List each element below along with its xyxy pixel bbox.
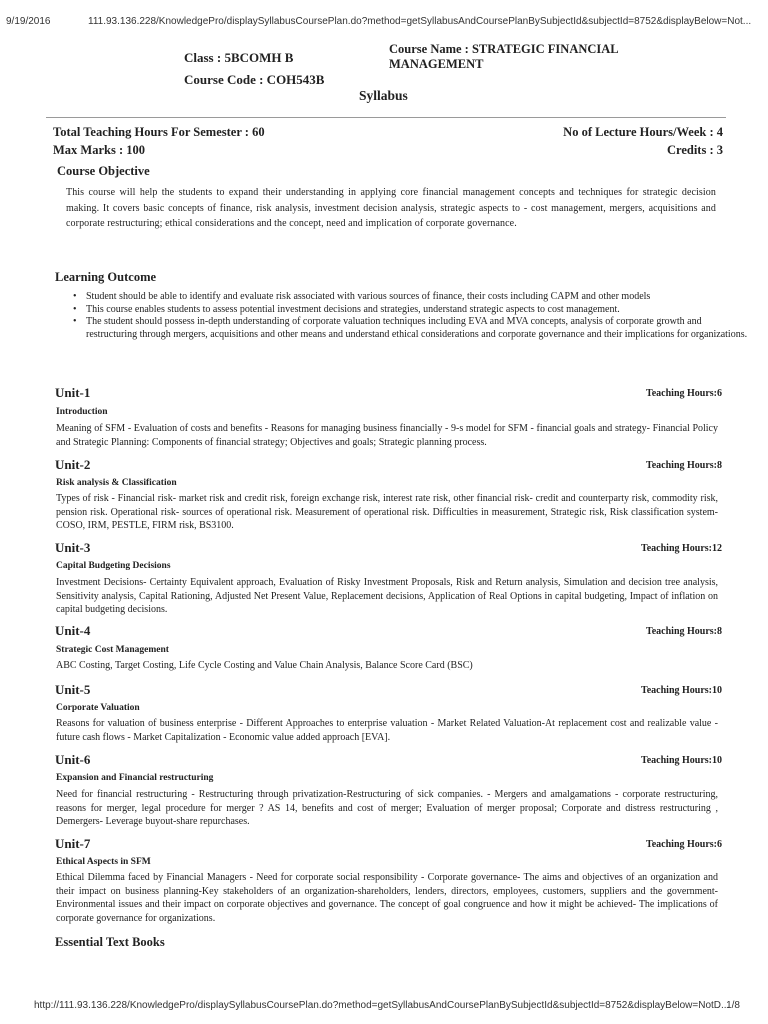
unit-5-title: Unit-5 — [55, 682, 91, 697]
unit-1-hours: Teaching Hours:6 — [645, 388, 722, 399]
syllabus-heading: Syllabus — [359, 88, 408, 103]
unit-5-text: Reasons for valuation of business enterprise - Different Approaches to enterprise valuation - Market Related Valuation-At replacement cost and realizable value - future cash flows - Market Capitalization - Economic value added approach [EVA]. — [56, 718, 718, 743]
unit-3-hours: Teaching Hours:12 — [640, 543, 722, 554]
unit-1-subtitle: Introduction — [56, 407, 108, 417]
course-name-line1: Course Name : STRATEGIC FINANCIAL — [389, 42, 619, 56]
essential-text-books-title: Essential Text Books — [55, 935, 165, 949]
page-number: 1/8 — [726, 1000, 740, 1011]
unit-3-title: Unit-3 — [55, 540, 91, 555]
print-url-top: 111.93.136.228/KnowledgePro/displaySyllabusCoursePlan.do?method=getSyllabusAndCoursePlanBySubjectId&subjectId=8752&displayBelow=Not... — [88, 16, 752, 27]
unit-7-subtitle: Ethical Aspects in SFM — [56, 857, 151, 867]
learning-outcome-title: Learning Outcome — [55, 270, 157, 284]
unit-7-hours: Teaching Hours:6 — [645, 839, 722, 850]
unit-2-subtitle: Risk analysis & Classification — [56, 478, 177, 488]
unit-6-text: Need for financial restructuring - Restructuring through privatization-Restructuring of sick companies. - Mergers and amalgamations - corporate restructuring, reasons for merger, legal procedure for merger ? AS 14, benefits and cost of merger; Evaluation of merger proposal; Corporate and distress restructuring , Demergers- Leverage buyout-share repurchases. — [56, 789, 718, 827]
unit-2-text: Types of risk - Financial risk- market risk and credit risk, foreign exchange risk, interest rate risk, other financial risk- credit and counterparty risk, commodity risk, pension risk. Operational risk- sources of operational risk. Measurement of operational risk. Difficulties in measurement, Strategic risk, Risk classification system-COSO, IRM, PESTLE, FIRM risk, BS3100. — [56, 493, 718, 531]
print-url-bottom: http://111.93.136.228/KnowledgePro/displaySyllabusCoursePlan.do?method=getSyllabusAndCoursePlanBySubjectId&subjectId=8752&displayBelow=NotD... — [34, 1000, 730, 1011]
course-objective-title: Course Objective — [57, 164, 150, 178]
unit-6-subtitle: Expansion and Financial restructuring — [56, 773, 214, 783]
unit-4-subtitle: Strategic Cost Management — [56, 645, 169, 655]
unit-6-title: Unit-6 — [55, 752, 91, 767]
print-date: 9/19/2016 — [6, 16, 51, 27]
unit-7-text: Ethical Dilemma faced by Financial Managers - Need for corporate social responsibility - Corporate governance- The aims and objectives of an organization and their impact on business planning-Key stakeholders of an organization-shareholders, lenders, directors, employees, customers, suppliers and the government- Environmental issues and their impact on corporate objectives and governance. The concept of goal congruence and how it might be achieved- The implications of corporate governance for organizations. — [56, 872, 718, 924]
unit-3-text: Investment Decisions- Certainty Equivalent approach, Evaluation of Risky Investment Proposals, Risk and Return analysis, Simulation and decision tree analysis, Sensitivity analysis, Capital Rationing, Adjusted Net Present Value, Replacement decisions, Application of Real Options in capital budgeting, Impact of inflation on capital budgeting decisions. — [56, 577, 718, 615]
unit-7-title: Unit-7 — [55, 836, 91, 851]
course-objective-text: This course will help the students to expand their understanding in applying core financial management concepts and techniques for strategic decision making. It covers basic concepts of finance, risk analysis, investment decision analysis, strategic aspects to - cost management, mergers, acquisitions and corporate restructuring; ethical considerations and the concept, need and implication of corporate governance. — [66, 187, 716, 229]
credits: Credits : 3 — [666, 143, 723, 157]
unit-4-title: Unit-4 — [55, 623, 91, 638]
unit-5-hours: Teaching Hours:10 — [640, 685, 722, 696]
unit-6-hours: Teaching Hours:10 — [640, 755, 722, 766]
unit-1-title: Unit-1 — [55, 385, 91, 400]
course-code: Course Code : COH543B — [184, 72, 325, 87]
lecture-hours-week: No of Lecture Hours/Week : 4 — [563, 125, 723, 139]
header-divider — [46, 117, 726, 118]
class-label: Class : 5BCOMH B — [184, 50, 294, 65]
unit-4-hours: Teaching Hours:8 — [645, 626, 722, 637]
total-teaching-hours: Total Teaching Hours For Semester : 60 — [53, 125, 265, 139]
unit-1-text: Meaning of SFM - Evaluation of costs and benefits - Reasons for managing business financially - 9-s model for SFM - financial goals and strategy- Financial Policy and Strategic Planning: Components of financial strategy; Objectives and goals; Strategic planning process. — [56, 423, 718, 448]
unit-2-hours: Teaching Hours:8 — [645, 460, 722, 471]
unit-5-subtitle: Corporate Valuation — [56, 703, 140, 713]
unit-3-subtitle: Capital Budgeting Decisions — [56, 561, 171, 571]
list-item: • Student should be able to identify and evaluate risk associated with various sources of finance, their costs including CAPM and other models — [86, 291, 748, 304]
list-item: • The student should possess in-depth understanding of corporate valuation techniques including EVA and MVA concepts, analysis of corporate growth and restructuring through mergers, acquisitions and other means and understand ethical considerations and corporate governance and their implications for organizations. — [86, 316, 748, 341]
learning-outcome-list — [56, 291, 748, 341]
max-marks: Max Marks : 100 — [53, 143, 145, 157]
course-name-line2: MANAGEMENT — [389, 57, 484, 71]
unit-4-text: ABC Costing, Target Costing, Life Cycle Costing and Value Chain Analysis, Balance Score Card (BSC) — [56, 660, 473, 671]
unit-2-title: Unit-2 — [55, 457, 91, 472]
list-item: • This course enables students to assess potential investment decisions and strategies, understand strategic aspects to cost management. — [86, 304, 748, 317]
